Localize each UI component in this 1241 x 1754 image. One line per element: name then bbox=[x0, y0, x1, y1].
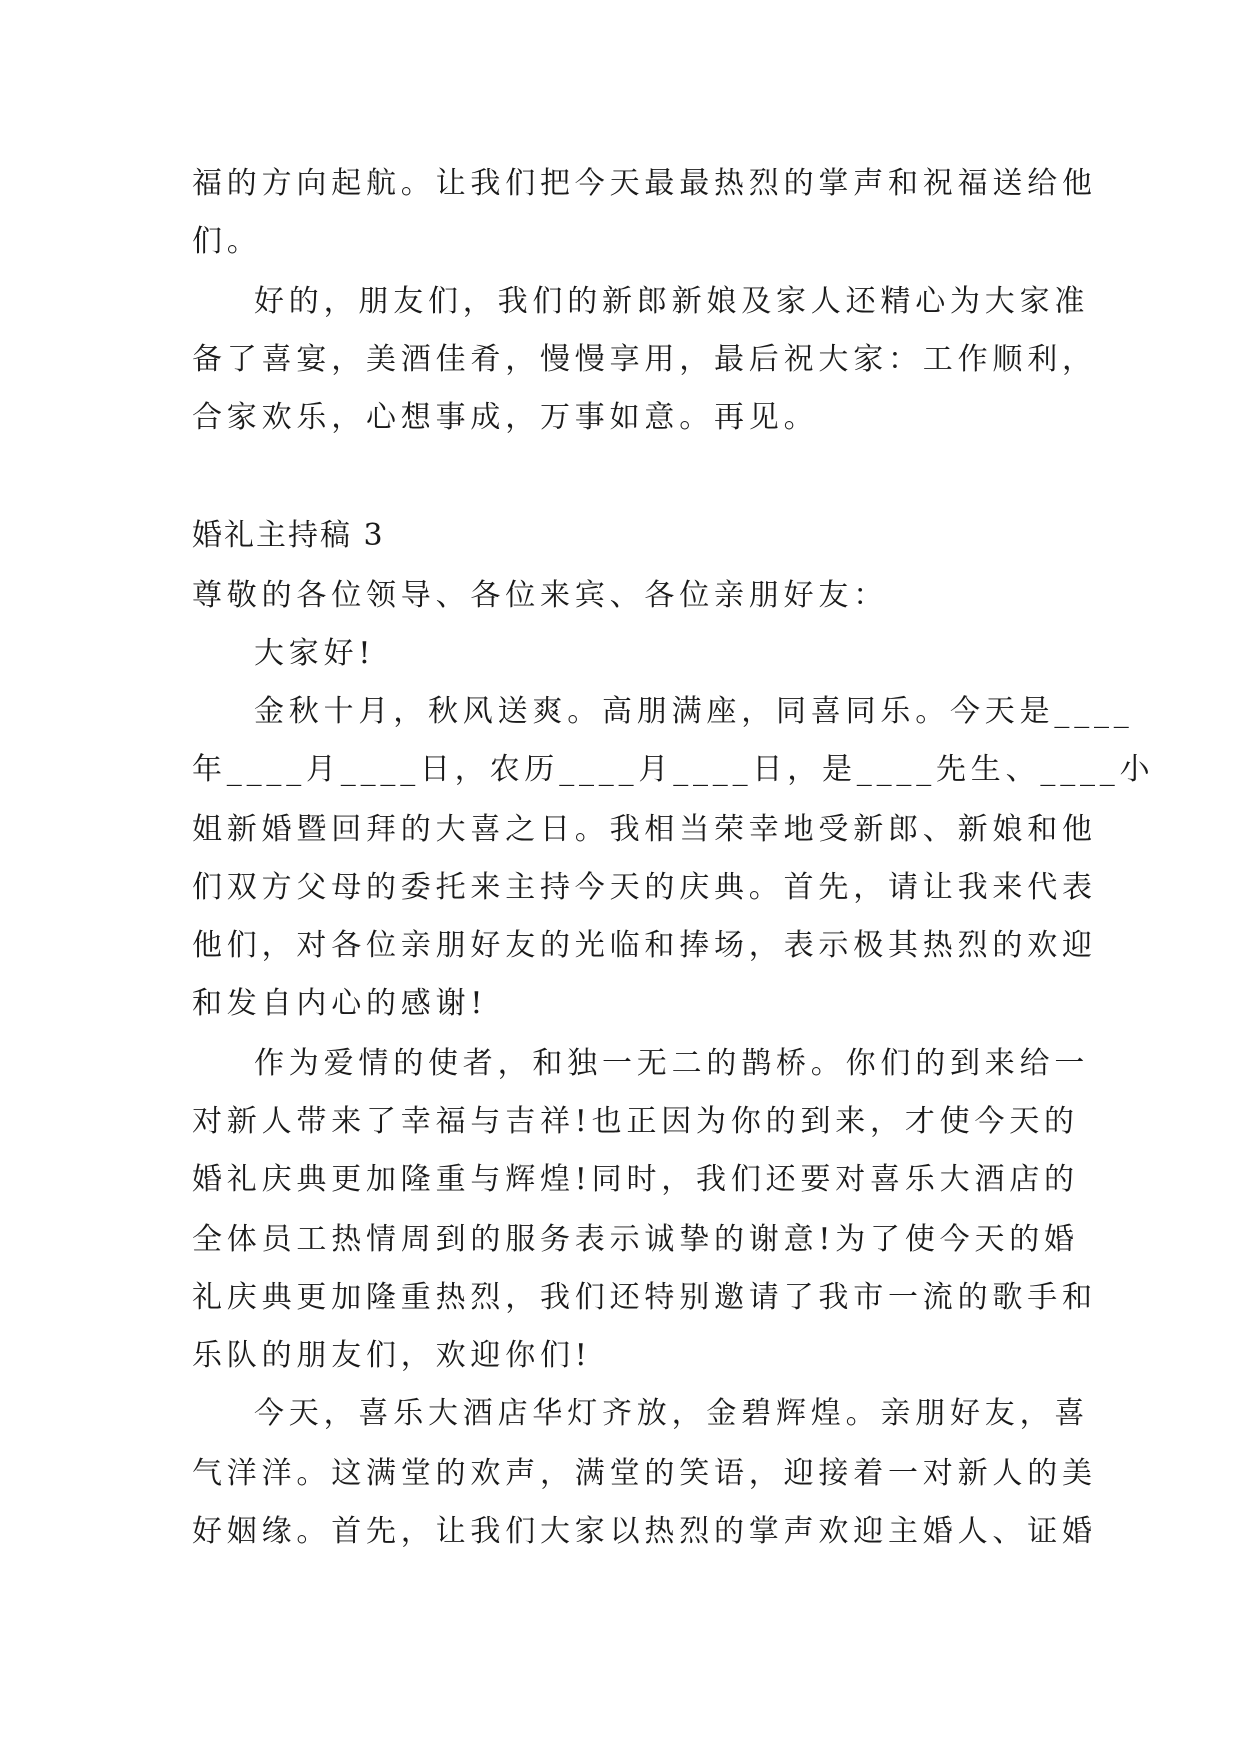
text-line: 全体员工热情周到的服务表示诚挚的谢意!为了使今天的婚 bbox=[192, 1222, 1079, 1257]
text-line: 好姻缘。首先，让我们大家以热烈的掌声欢迎主婚人、证婚 bbox=[192, 1514, 1097, 1549]
text-line: 婚礼庆典更加隆重与辉煌!同时，我们还要对喜乐大酒店的 bbox=[192, 1162, 1079, 1197]
text-line: 气洋洋。这满堂的欢声，满堂的笑语，迎接着一对新人的美 bbox=[192, 1456, 1097, 1491]
text-line: 备了喜宴，美酒佳肴，慢慢享用，最后祝大家：工作顺利， bbox=[192, 342, 1097, 377]
text-line: 福的方向起航。让我们把今天最最热烈的掌声和祝福送给他 bbox=[192, 166, 1097, 201]
text-line: 姐新婚暨回拜的大喜之日。我相当荣幸地受新郎、新娘和他 bbox=[192, 812, 1097, 847]
text-line: 们双方父母的委托来主持今天的庆典。首先，请让我来代表 bbox=[192, 870, 1097, 905]
text-line: 们。 bbox=[192, 224, 262, 259]
greeting: 大家好! bbox=[254, 636, 376, 671]
text-line: 合家欢乐，心想事成，万事如意。再见。 bbox=[192, 400, 819, 435]
salutation: 尊敬的各位领导、各位来宾、各位亲朋好友： bbox=[192, 578, 888, 613]
text-line: 对新人带来了幸福与吉祥!也正因为你的到来，才使今天的 bbox=[192, 1104, 1079, 1139]
text-line: 年____月____日，农历____月____日，是____先生、____小 bbox=[192, 752, 1155, 787]
text-line: 今天，喜乐大酒店华灯齐放，金碧辉煌。亲朋好友，喜 bbox=[254, 1396, 1090, 1431]
text-line: 他们，对各位亲朋好友的光临和捧场，表示极其热烈的欢迎 bbox=[192, 928, 1097, 963]
text-line: 乐队的朋友们，欢迎你们! bbox=[192, 1338, 592, 1373]
text-line: 作为爱情的使者，和独一无二的鹊桥。你们的到来给一 bbox=[254, 1046, 1090, 1081]
text-line: 和发自内心的感谢! bbox=[192, 986, 488, 1021]
section-heading: 婚礼主持稿 3 bbox=[192, 518, 385, 553]
text-line: 好的，朋友们，我们的新郎新娘及家人还精心为大家准 bbox=[254, 284, 1090, 319]
text-line: 礼庆典更加隆重热烈，我们还特别邀请了我市一流的歌手和 bbox=[192, 1280, 1097, 1315]
text-line: 金秋十月，秋风送爽。高朋满座，同喜同乐。今天是____ bbox=[254, 694, 1134, 729]
